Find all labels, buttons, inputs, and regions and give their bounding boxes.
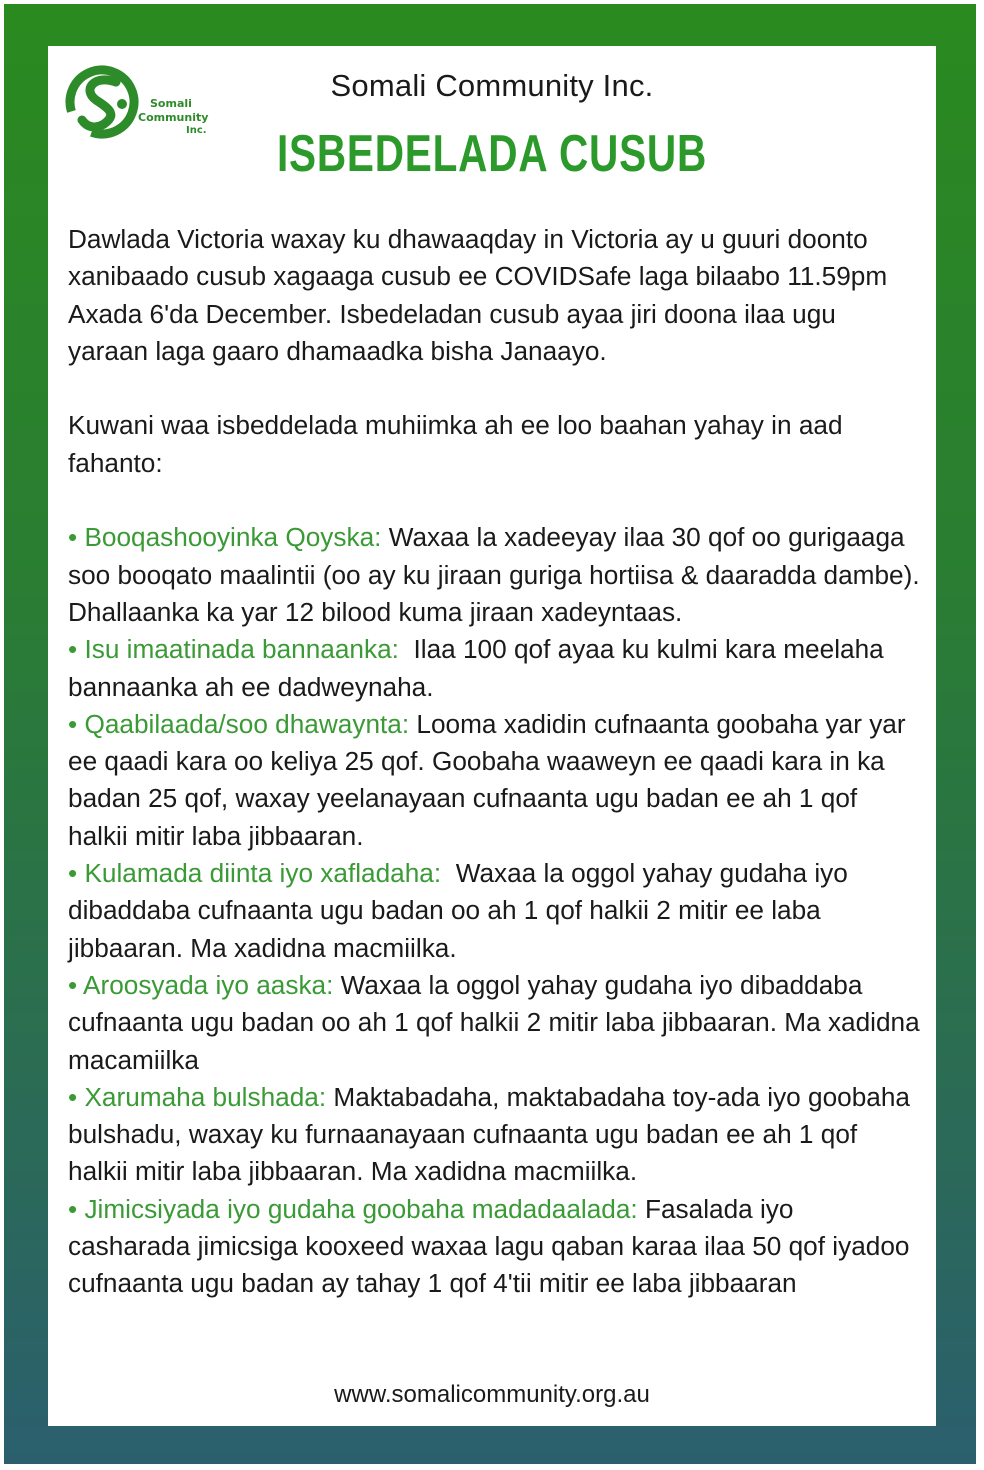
- bullet-heading: Booqashooyinka Qoyska:: [84, 522, 382, 553]
- bullet-dot-icon: •: [68, 1081, 85, 1112]
- bullet-dot-icon: •: [68, 1193, 85, 1224]
- bullet-dot-icon: •: [68, 522, 85, 553]
- bullet-dot-icon: •: [68, 708, 85, 739]
- bullet-text: Waxaa la oggol yahay gudaha iyo dibaddaba cufnaanta ugu badan oo ah 1 qof halkii 2 mitir ee laba jibbaaran. Ma xadidna macmiilka.: [68, 858, 848, 963]
- bullet-religious-gatherings: [68, 855, 920, 967]
- bullet-text: Looma xadidin cufnaanta goobaha yar yar ee qaadi kara oo keliya 25 qof. Goobaha waaweyn ee qaadi kara in ka badan 25 qof, waxay yeelanayaan cufnaanta ugu badan ee ah 1 qof halkii mitir laba jibbaaran.: [68, 708, 906, 851]
- bullet-heading: Xarumaha bulshada:: [84, 1081, 327, 1112]
- bullet-heading: Kulamada diinta iyo xafladaha:: [84, 858, 442, 889]
- bullet-family-visits: [68, 519, 920, 631]
- intro-paragraph-2: Kuwani waa isbeddelada muhiimka ah ee loo baahan yahay in aad fahanto:: [68, 410, 843, 478]
- bullet-heading: Aroosyada iyo aaska:: [83, 969, 334, 1000]
- bullet-heading: Qaabilaada/soo dhawaynta:: [84, 708, 410, 739]
- organization-name: Somali Community Inc.: [330, 68, 654, 103]
- bullet-fitness-recreation: [68, 1191, 920, 1303]
- bullet-text: Maktabadaha, maktabadaha toy-ada iyo goobaha bulshadu, waxay ku furnaanayaan cufnaanta ugu badan ee ah 1 qof halkii mitir laba jibbaaran. Ma xadidna macmiilka.: [68, 1081, 910, 1187]
- bullet-text: Waxaa la xadeeyay ilaa 30 qof oo gurigaaga soo booqato maalintii (oo ay ku jiraan guriga hortiisa & daaradda dambe). Dhallaanka ka yar 12 bilood kuma jiraan xadeyntaas.: [68, 522, 920, 627]
- website-link[interactable]: www.somalicommunity.org.au: [334, 1381, 650, 1408]
- bullet-weddings-funerals: [68, 967, 920, 1079]
- bullet-hospitality: [68, 706, 920, 855]
- page-title: ISBEDELADA CUSUB: [276, 125, 708, 183]
- bullet-text: Ilaa 100 qof ayaa ku kulmi kara meelaha bannaanka ah ee dadweynaha.: [68, 634, 884, 702]
- bullet-text: Fasalada iyo casharada jimicsiga kooxeed waxaa lagu qaban karaa ilaa 50 qof iyadoo cufnaanta ugu badan ay tahay 1 qof 4'tii mitir ee laba jibbaaran: [68, 1193, 910, 1299]
- logo-line1: Somali: [150, 97, 192, 110]
- intro-paragraph-1: Dawlada Victoria waxay ku dhawaaqday in Victoria ay u guuri doonto xanibaado cusub xagaaga cusub ee COVIDSafe laga bilaabo 11.59pm Axada 6'da December. Isbedeladan cusub ayaa jiri doona ilaa ugu yaraan laga gaaro dhamaadka bisha Janaayo.: [68, 224, 888, 366]
- bullet-dot-icon: •: [68, 969, 83, 1000]
- bullet-dot-icon: •: [68, 858, 85, 889]
- bullet-text: Waxaa la oggol yahay gudaha iyo dibaddaba cufnaanta ugu badan oo ah 1 qof halkii 2 mitir laba jibbaaran. Ma xadidna macamiilka: [68, 969, 920, 1075]
- notice-card: [48, 46, 936, 1426]
- logo-line2: Community: [138, 111, 209, 124]
- bullet-heading: Isu imaatinada bannaanka:: [84, 634, 399, 665]
- green-border-frame: [4, 4, 976, 1464]
- bullet-dot-icon: •: [68, 634, 85, 665]
- bullet-community-facilities: [68, 1079, 920, 1191]
- bullet-heading: Jimicsiyada iyo gudaha goobaha madadaalada:: [84, 1193, 638, 1224]
- logo-line3: Inc.: [186, 125, 207, 136]
- notice-body: [68, 221, 920, 1303]
- bullet-outdoor-gatherings: [68, 631, 920, 706]
